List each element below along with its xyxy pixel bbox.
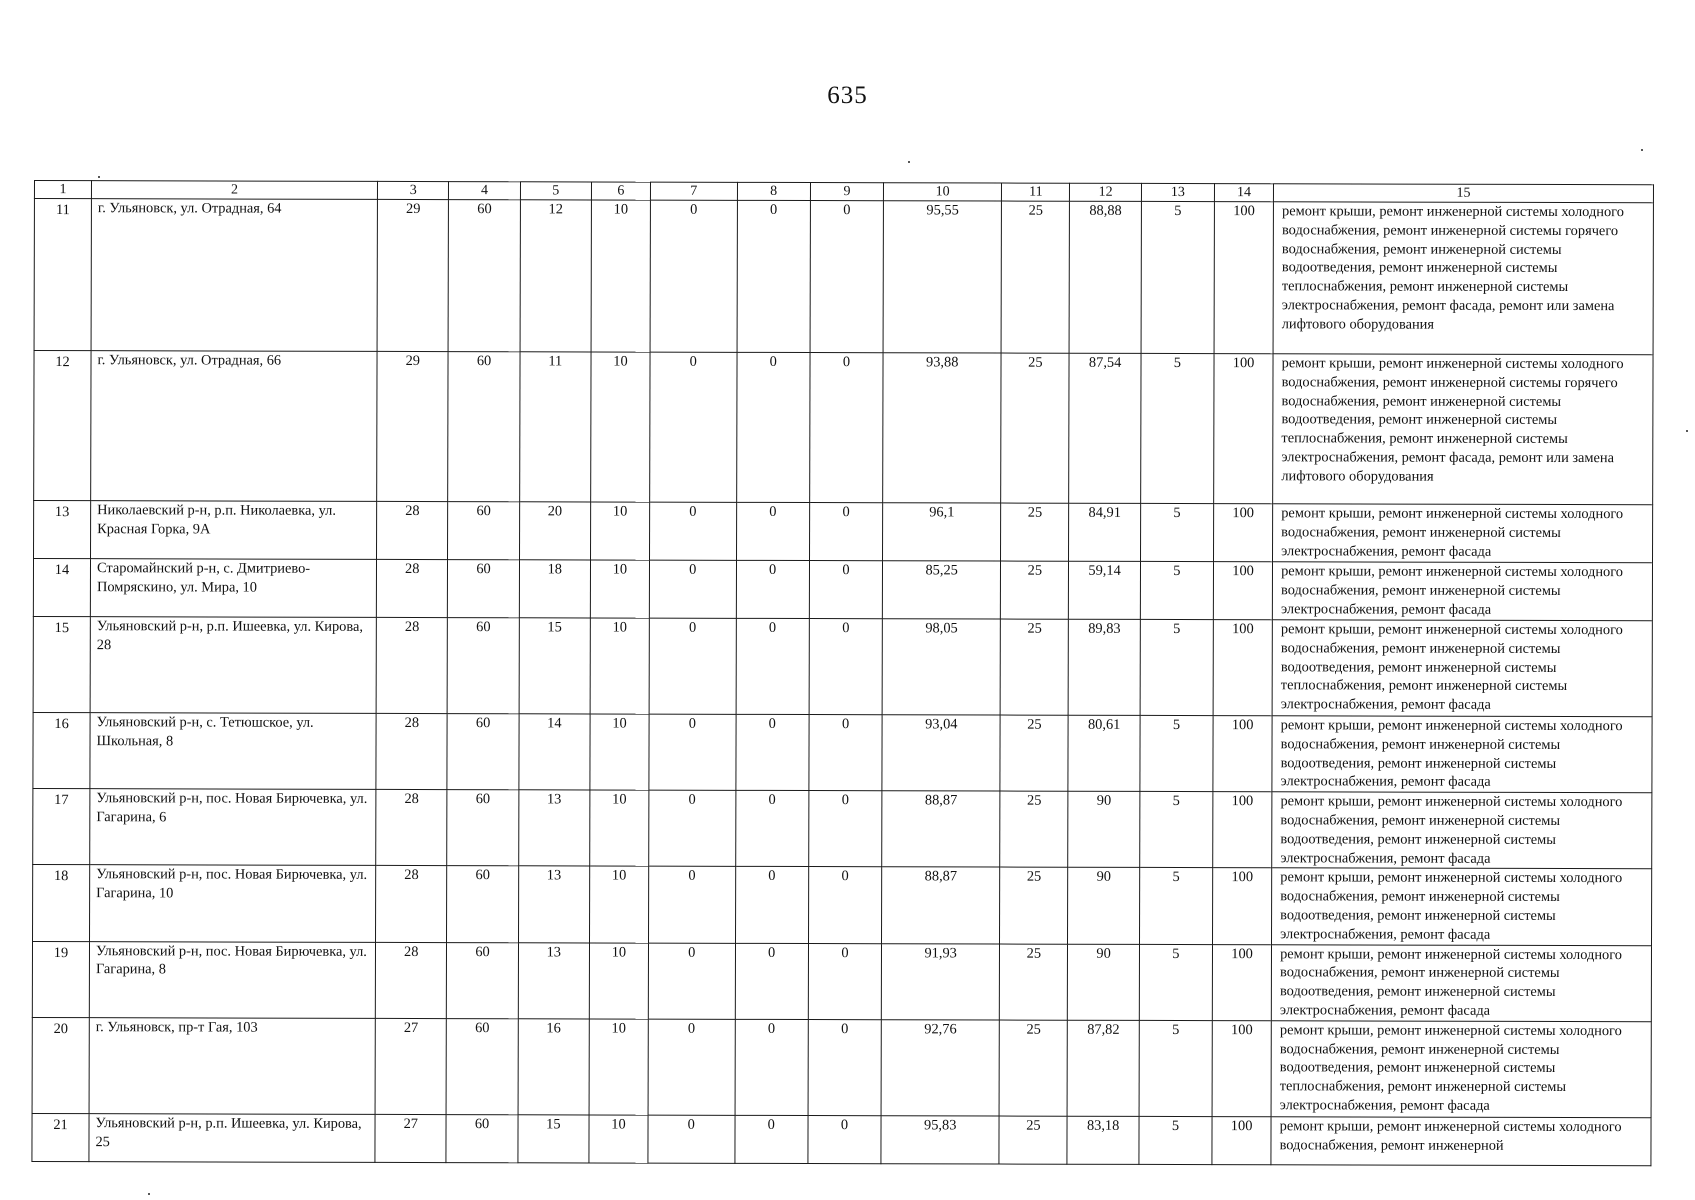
scan-speck	[1641, 149, 1643, 151]
value-cell: 60	[448, 200, 520, 352]
row-number: 20	[32, 1017, 89, 1113]
value-cell: 96,1	[883, 503, 1001, 561]
value-cell: 87,54	[1069, 353, 1141, 503]
table-row	[33, 789, 1652, 869]
value-cell: 14	[519, 714, 590, 790]
value-cell: 0	[736, 502, 809, 560]
value-cell: 0	[809, 561, 882, 619]
value-cell: 60	[448, 502, 519, 560]
value-cell: 5	[1139, 868, 1213, 944]
address-cell: Ульяновский р-н, пос. Новая Бирючевка, ул. Гагарина, 8	[89, 941, 375, 1018]
value-cell: 80,61	[1068, 715, 1139, 791]
value-cell: 27	[375, 1018, 447, 1114]
value-cell: 0	[648, 866, 735, 942]
value-cell: 0	[649, 618, 736, 714]
value-cell: 88,88	[1070, 201, 1142, 353]
value-cell: 0	[809, 791, 883, 867]
value-cell: 28	[376, 790, 447, 866]
value-cell: 13	[518, 942, 589, 1018]
value-cell: 10	[590, 560, 649, 618]
value-cell: 5	[1140, 353, 1214, 503]
works-cell: ремонт крыши, ремонт инженерной системы холодного водоснабжения, ремонт инженерной системы электроснабжения, ремонт фасада	[1273, 504, 1653, 563]
value-cell: 5	[1139, 1116, 1212, 1164]
value-cell: 93,88	[883, 353, 1002, 503]
value-cell: 0	[649, 502, 736, 560]
address-cell: Николаевский р-н, р.п. Николаевка, ул. Красная Горка, 9А	[91, 501, 377, 560]
value-cell: 0	[809, 619, 883, 715]
scan-speck	[98, 176, 100, 178]
table-row	[33, 865, 1652, 945]
value-cell: 25	[1001, 353, 1070, 503]
value-cell: 0	[735, 714, 809, 790]
value-cell: 25	[999, 1116, 1067, 1164]
value-cell: 16	[518, 1019, 590, 1115]
works-cell: ремонт крыши, ремонт инженерной системы холодного водоснабжения, ремонт инженерной системы водоотведения, ремонт инженерной системы теплоснабжения, ремонт инженерной системы электроснабжения, ремонт фасада	[1271, 1020, 1651, 1117]
value-cell: 89,83	[1069, 619, 1141, 715]
value-cell: 60	[446, 1018, 518, 1114]
table-row	[34, 501, 1653, 563]
address-cell: Ульяновский р-н, р.п. Ишеевка, ул. Кирова, 28	[90, 617, 376, 714]
column-number: 13	[1141, 183, 1214, 201]
value-cell: 100	[1213, 562, 1272, 620]
column-number: 7	[650, 182, 737, 200]
table-row	[32, 941, 1651, 1021]
value-cell: 100	[1213, 716, 1272, 792]
column-number: 5	[520, 182, 591, 200]
value-cell: 5	[1140, 619, 1214, 715]
address-cell: г. Ульяновск, ул. Отрадная, 66	[91, 351, 378, 502]
value-cell: 93,04	[882, 715, 1000, 791]
value-cell: 10	[589, 943, 648, 1019]
value-cell: 25	[1001, 201, 1070, 353]
column-number: 14	[1215, 184, 1274, 202]
value-cell: 100	[1212, 1020, 1271, 1116]
row-number: 13	[34, 501, 91, 559]
value-cell: 29	[377, 199, 449, 351]
works-cell: ремонт крыши, ремонт инженерной системы холодного водоснабжения, ремонт инженерной системы горячего водоснабжения, ремонт инженерной системы водоотведения, ремонт инженерной системы теплоснабжения, ремонт инженерной системы электроснабжения, ремонт фасада, ремонт или замена лифтового оборудования	[1273, 354, 1653, 505]
column-number: 2	[91, 181, 377, 200]
value-cell: 0	[736, 618, 810, 714]
value-cell: 0	[808, 1019, 882, 1115]
works-cell: ремонт крыши, ремонт инженерной системы холодного водоснабжения, ремонт инженерной системы водоотведения, ремонт инженерной системы электроснабжения, ремонт фасада	[1272, 868, 1652, 945]
value-cell: 98,05	[882, 619, 1000, 715]
value-cell: 15	[519, 618, 591, 714]
value-cell: 27	[375, 1114, 446, 1162]
value-cell: 90	[1068, 944, 1139, 1020]
value-cell: 95,55	[883, 201, 1002, 353]
value-cell: 60	[447, 714, 518, 790]
value-cell: 60	[448, 560, 519, 618]
column-number: 1	[34, 181, 91, 199]
value-cell: 28	[377, 501, 448, 559]
row-number: 17	[33, 789, 90, 865]
value-cell: 100	[1213, 620, 1272, 716]
works-cell: ремонт крыши, ремонт инженерной системы холодного водоснабжения, ремонт инженерной системы водоотведения, ремонт инженерной системы электроснабжения, ремонт фасада	[1272, 792, 1652, 869]
value-cell: 0	[650, 200, 737, 352]
value-cell: 10	[591, 200, 650, 352]
column-number: 11	[1002, 183, 1070, 201]
value-cell: 15	[518, 1115, 589, 1163]
value-cell: 85,25	[883, 561, 1001, 619]
value-cell: 10	[589, 866, 648, 942]
works-table-container	[31, 180, 1654, 1166]
address-cell: Ульяновский р-н, пос. Новая Бирючевка, ул. Гагарина, 6	[90, 789, 376, 866]
value-cell: 92,76	[881, 1019, 999, 1115]
value-cell: 0	[736, 352, 810, 502]
value-cell: 18	[519, 560, 590, 618]
value-cell: 28	[376, 559, 447, 617]
row-number: 21	[32, 1113, 89, 1161]
value-cell: 0	[735, 943, 809, 1019]
value-cell: 100	[1213, 868, 1272, 944]
value-cell: 83,18	[1067, 1116, 1138, 1164]
table-row	[33, 616, 1652, 716]
value-cell: 25	[1001, 503, 1069, 561]
value-cell: 60	[447, 866, 518, 942]
value-cell: 60	[447, 942, 518, 1018]
address-cell: г. Ульяновск, пр-т Гая, 103	[89, 1017, 375, 1114]
value-cell: 10	[590, 502, 649, 560]
value-cell: 0	[734, 1115, 807, 1163]
works-cell: ремонт крыши, ремонт инженерной системы холодного водоснабжения, ремонт инженерной	[1271, 1116, 1651, 1165]
row-number: 11	[34, 199, 91, 351]
value-cell: 60	[448, 352, 520, 502]
value-cell: 90	[1068, 791, 1139, 867]
table-row	[32, 1017, 1651, 1117]
value-cell: 5	[1139, 792, 1213, 868]
works-cell: ремонт крыши, ремонт инженерной системы холодного водоснабжения, ремонт инженерной системы электроснабжения, ремонт фасада	[1272, 562, 1652, 621]
value-cell: 0	[735, 867, 809, 943]
value-cell: 0	[648, 1115, 735, 1163]
value-cell: 88,87	[882, 791, 1000, 867]
value-cell: 13	[518, 866, 589, 942]
value-cell: 5	[1140, 715, 1214, 791]
column-number: 4	[449, 182, 520, 200]
value-cell: 60	[446, 1114, 517, 1162]
table-row	[34, 199, 1653, 355]
value-cell: 10	[590, 790, 649, 866]
value-cell: 100	[1212, 944, 1271, 1020]
value-cell: 5	[1139, 1020, 1213, 1116]
value-cell: 0	[649, 560, 736, 618]
value-cell: 0	[809, 503, 882, 561]
value-cell: 90	[1068, 868, 1139, 944]
value-cell: 20	[519, 502, 590, 560]
value-cell: 12	[520, 200, 592, 352]
value-cell: 25	[1000, 944, 1068, 1020]
value-cell: 100	[1214, 504, 1273, 562]
address-cell: Ульяновский р-н, с. Тетюшское, ул. Школьная, 8	[90, 713, 376, 790]
row-number: 19	[32, 941, 89, 1017]
value-cell: 100	[1212, 1116, 1271, 1164]
value-cell: 87,82	[1068, 1020, 1140, 1116]
value-cell: 13	[518, 790, 589, 866]
page-number: 635	[827, 82, 868, 109]
row-number: 18	[33, 865, 90, 941]
works-cell: ремонт крыши, ремонт инженерной системы холодного водоснабжения, ремонт инженерной системы водоотведения, ремонт инженерной системы электроснабжения, ремонт фасада	[1271, 944, 1651, 1021]
value-cell: 84,91	[1069, 503, 1140, 561]
value-cell: 0	[808, 1115, 881, 1163]
value-cell: 0	[808, 943, 882, 1019]
address-cell: Ульяновский р-н, р.п. Ишеевка, ул. Кирова, 25	[89, 1113, 375, 1162]
value-cell: 28	[376, 866, 447, 942]
column-number: 8	[737, 182, 810, 200]
address-cell: г. Ульяновск, ул. Отрадная, 64	[91, 199, 378, 352]
value-cell: 60	[448, 618, 520, 714]
value-cell: 0	[737, 200, 811, 352]
scan-speck	[1686, 430, 1688, 432]
value-cell: 5	[1140, 503, 1213, 561]
value-cell: 5	[1141, 201, 1215, 353]
row-number: 14	[33, 559, 90, 617]
value-cell: 0	[735, 791, 809, 867]
value-cell: 0	[808, 867, 882, 943]
value-cell: 10	[590, 714, 649, 790]
value-cell: 0	[650, 352, 737, 502]
value-cell: 29	[377, 351, 449, 501]
column-number: 6	[591, 182, 650, 200]
value-cell: 88,87	[882, 867, 1000, 943]
value-cell: 95,83	[881, 1115, 999, 1163]
row-number: 12	[34, 351, 91, 501]
value-cell: 25	[1000, 715, 1068, 791]
table-row	[34, 351, 1653, 505]
scan-speck	[908, 161, 910, 163]
value-cell: 25	[1000, 791, 1068, 867]
value-cell: 5	[1140, 561, 1213, 619]
value-cell: 100	[1214, 354, 1273, 504]
table-row	[33, 712, 1652, 792]
value-cell: 0	[736, 560, 809, 618]
scan-speck	[148, 1193, 150, 1195]
works-cell: ремонт крыши, ремонт инженерной системы холодного водоснабжения, ремонт инженерной системы горячего водоснабжения, ремонт инженерной системы водоотведения, ремонт инженерной системы теплоснабжения, ремонт инженерной системы электроснабжения, ремонт фасада, ремонт или замена лифтового оборудования	[1273, 202, 1653, 355]
value-cell: 28	[376, 617, 448, 713]
value-cell: 60	[447, 790, 518, 866]
value-cell: 25	[1000, 867, 1068, 943]
column-number: 10	[884, 183, 1002, 201]
row-number: 16	[33, 712, 90, 788]
value-cell: 25	[999, 1020, 1067, 1116]
address-cell: Старомайнский р-н, с. Дмитриево-Помряскино, ул. Мира, 10	[90, 559, 376, 618]
value-cell: 10	[591, 352, 650, 502]
value-cell: 100	[1214, 202, 1273, 354]
value-cell: 10	[589, 1115, 648, 1163]
value-cell: 28	[376, 713, 447, 789]
value-cell: 91,93	[881, 943, 999, 1019]
row-number: 15	[33, 616, 90, 712]
value-cell: 0	[649, 790, 736, 866]
value-cell: 0	[649, 714, 736, 790]
address-cell: Ульяновский р-н, пос. Новая Бирючевка, ул. Гагарина, 10	[90, 865, 376, 942]
value-cell: 25	[1000, 619, 1068, 715]
table-row	[32, 1113, 1651, 1165]
value-cell: 0	[810, 353, 884, 503]
capital-repair-table	[31, 180, 1654, 1166]
value-cell: 10	[589, 1019, 648, 1115]
table-row	[33, 559, 1652, 621]
works-cell: ремонт крыши, ремонт инженерной системы холодного водоснабжения, ремонт инженерной системы водоотведения, ремонт инженерной системы теплоснабжения, ремонт инженерной системы электроснабжения, ремонт фасада	[1272, 620, 1652, 717]
value-cell: 0	[648, 1019, 735, 1115]
column-number: 9	[810, 183, 883, 201]
value-cell: 0	[810, 201, 884, 353]
value-cell: 0	[648, 943, 735, 1019]
value-cell: 11	[519, 352, 591, 502]
value-cell: 5	[1139, 944, 1213, 1020]
column-number: 15	[1274, 184, 1654, 203]
works-cell: ремонт крыши, ремонт инженерной системы холодного водоснабжения, ремонт инженерной системы водоотведения, ремонт инженерной системы электроснабжения, ремонт фасада	[1272, 716, 1652, 793]
value-cell: 0	[809, 715, 883, 791]
column-number: 3	[378, 181, 449, 199]
column-number: 12	[1070, 183, 1141, 201]
value-cell: 0	[735, 1019, 809, 1115]
value-cell: 59,14	[1069, 561, 1140, 619]
value-cell: 28	[375, 942, 446, 1018]
value-cell: 25	[1001, 561, 1069, 619]
value-cell: 10	[590, 618, 649, 714]
value-cell: 100	[1213, 792, 1272, 868]
